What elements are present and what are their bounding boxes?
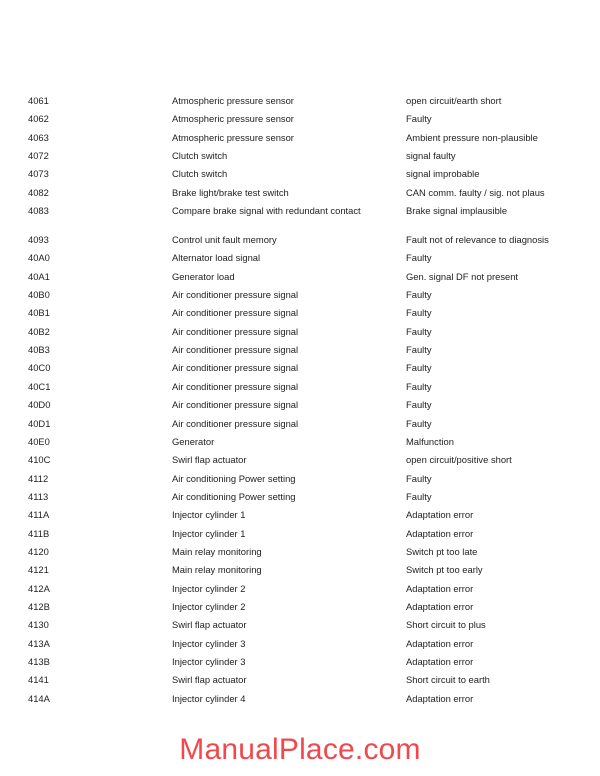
fault-description: Faulty [406, 362, 432, 374]
table-row [0, 601, 600, 619]
fault-code: 40B3 [28, 344, 50, 356]
component-name: Swirl flap actuator [172, 619, 247, 631]
fault-code: 40E0 [28, 435, 50, 447]
fault-description: Adaptation error [406, 582, 474, 594]
component-name: Injector cylinder 3 [172, 655, 246, 667]
fault-description: Switch pt too late [406, 545, 478, 557]
component-name: Control unit fault memory [172, 234, 277, 246]
component-name: Clutch switch [172, 150, 228, 162]
component-name: Generator [172, 435, 215, 447]
table-row [0, 583, 600, 601]
component-name: Alternator load signal [172, 252, 261, 264]
fault-description: signal faulty [406, 150, 456, 162]
table-row [0, 381, 600, 399]
fault-description: Short circuit to plus [406, 619, 486, 631]
table-row [0, 234, 600, 252]
fault-description: Gen. signal DF not present [406, 270, 519, 282]
fault-description: Switch pt too early [406, 564, 483, 576]
table-row [0, 95, 600, 113]
fault-description: Faulty [406, 307, 432, 319]
fault-description: Short circuit to earth [406, 674, 490, 686]
fault-code: 40B2 [28, 325, 50, 337]
component-name: Clutch switch [172, 168, 228, 180]
fault-code: 4082 [28, 186, 49, 198]
table-row [0, 271, 600, 289]
fault-description: Faulty [406, 472, 432, 484]
component-name: Injector cylinder 3 [172, 637, 246, 649]
table-row [0, 656, 600, 674]
fault-code: 40B1 [28, 307, 50, 319]
fault-description: Faulty [406, 289, 432, 301]
component-name: Air conditioner pressure signal [172, 417, 299, 429]
fault-code: 4121 [28, 564, 49, 576]
fault-code: 4113 [28, 490, 49, 502]
fault-description: Adaptation error [406, 600, 474, 612]
fault-code: 411A [28, 509, 50, 521]
fault-description: open circuit/positive short [406, 454, 512, 466]
fault-code: 4112 [28, 472, 49, 484]
table-row [0, 187, 600, 205]
table-row [0, 491, 600, 509]
table-row [0, 693, 600, 711]
table-row [0, 168, 600, 186]
fault-description: Adaptation error [406, 509, 474, 521]
component-name: Atmospheric pressure sensor [172, 95, 294, 106]
table-row [0, 150, 600, 168]
component-name: Atmospheric pressure sensor [172, 113, 294, 125]
fault-code: 4072 [28, 150, 49, 162]
table-row [0, 326, 600, 344]
component-name: Air conditioning Power setting [172, 472, 296, 484]
fault-description: Faulty [406, 344, 432, 356]
fault-code: 412A [28, 582, 50, 594]
fault-description: Adaptation error [406, 527, 474, 539]
table-row [0, 113, 600, 131]
table-row [0, 418, 600, 436]
component-name: Injector cylinder 1 [172, 509, 246, 521]
component-name: Main relay monitoring [172, 564, 262, 576]
fault-code: 4062 [28, 113, 49, 125]
fault-description: Fault not of relevance to diagnosis [406, 234, 549, 246]
component-name: Air conditioner pressure signal [172, 344, 299, 356]
fault-description: CAN comm. faulty / sig. not plaus [406, 186, 545, 198]
component-name: Air conditioner pressure signal [172, 325, 299, 337]
fault-description: Malfunction [406, 435, 454, 447]
fault-code: 40D1 [28, 417, 51, 429]
fault-code: 4073 [28, 168, 49, 180]
table-row [0, 436, 600, 454]
fault-code: 4063 [28, 131, 49, 143]
component-name: Air conditioner pressure signal [172, 399, 299, 411]
fault-code: 40A1 [28, 270, 50, 282]
table-row [0, 619, 600, 637]
fault-code: 4093 [28, 234, 49, 246]
component-name: Injector cylinder 1 [172, 527, 246, 539]
fault-code: 40C1 [28, 380, 51, 392]
fault-code: 40C0 [28, 362, 51, 374]
component-name: Compare brake signal with redundant contact [172, 205, 361, 217]
component-name: Swirl flap actuator [172, 674, 247, 686]
table-row [0, 132, 600, 150]
component-name: Air conditioner pressure signal [172, 289, 299, 301]
fault-description: Ambient pressure non-plausible [406, 131, 538, 143]
component-name: Air conditioner pressure signal [172, 307, 299, 319]
watermark: ManualPlace.com [179, 733, 421, 766]
table-row [0, 473, 600, 491]
fault-description: Faulty [406, 380, 432, 392]
fault-description: Brake signal implausible [406, 205, 508, 217]
table-row [0, 289, 600, 307]
fault-code: 412B [28, 600, 50, 612]
fault-code: 4120 [28, 545, 49, 557]
fault-code-table [0, 95, 600, 711]
fault-description: Faulty [406, 325, 432, 337]
fault-description: Faulty [406, 399, 432, 411]
fault-description: Faulty [406, 417, 432, 429]
component-name: Air conditioner pressure signal [172, 362, 299, 374]
component-name: Main relay monitoring [172, 545, 262, 557]
fault-description: Faulty [406, 252, 432, 264]
component-name: Injector cylinder 2 [172, 600, 246, 612]
fault-code: 411B [28, 527, 50, 539]
table-row [0, 307, 600, 325]
table-row [0, 454, 600, 472]
component-name: Injector cylinder 4 [172, 692, 246, 704]
table-row [0, 564, 600, 582]
component-name: Swirl flap actuator [172, 454, 247, 466]
table-row [0, 205, 600, 234]
fault-code: 4061 [28, 95, 49, 106]
fault-code: 414A [28, 692, 50, 704]
component-name: Generator load [172, 270, 235, 282]
component-name: Injector cylinder 2 [172, 582, 246, 594]
component-name: Air conditioner pressure signal [172, 380, 299, 392]
fault-description: Faulty [406, 113, 432, 125]
fault-description: signal improbable [406, 168, 480, 180]
table-row [0, 362, 600, 380]
fault-description: Adaptation error [406, 655, 474, 667]
fault-description: Adaptation error [406, 637, 474, 649]
fault-code: 4083 [28, 205, 49, 217]
table-row [0, 252, 600, 270]
table-row [0, 399, 600, 417]
table-row [0, 674, 600, 692]
table-row [0, 638, 600, 656]
fault-description: open circuit/earth short [406, 95, 502, 106]
component-name: Atmospheric pressure sensor [172, 131, 294, 143]
fault-code: 40B0 [28, 289, 50, 301]
table-row [0, 528, 600, 546]
component-name: Air conditioning Power setting [172, 490, 296, 502]
table-row [0, 509, 600, 527]
table-row [0, 546, 600, 564]
table-row [0, 344, 600, 362]
fault-code: 410C [28, 454, 51, 466]
fault-description: Faulty [406, 490, 432, 502]
fault-code: 4130 [28, 619, 49, 631]
fault-description: Adaptation error [406, 692, 474, 704]
fault-code: 413B [28, 655, 50, 667]
fault-code: 40A0 [28, 252, 50, 264]
fault-code: 4141 [28, 674, 49, 686]
fault-code: 40D0 [28, 399, 51, 411]
fault-code: 413A [28, 637, 50, 649]
component-name: Brake light/brake test switch [172, 186, 289, 198]
